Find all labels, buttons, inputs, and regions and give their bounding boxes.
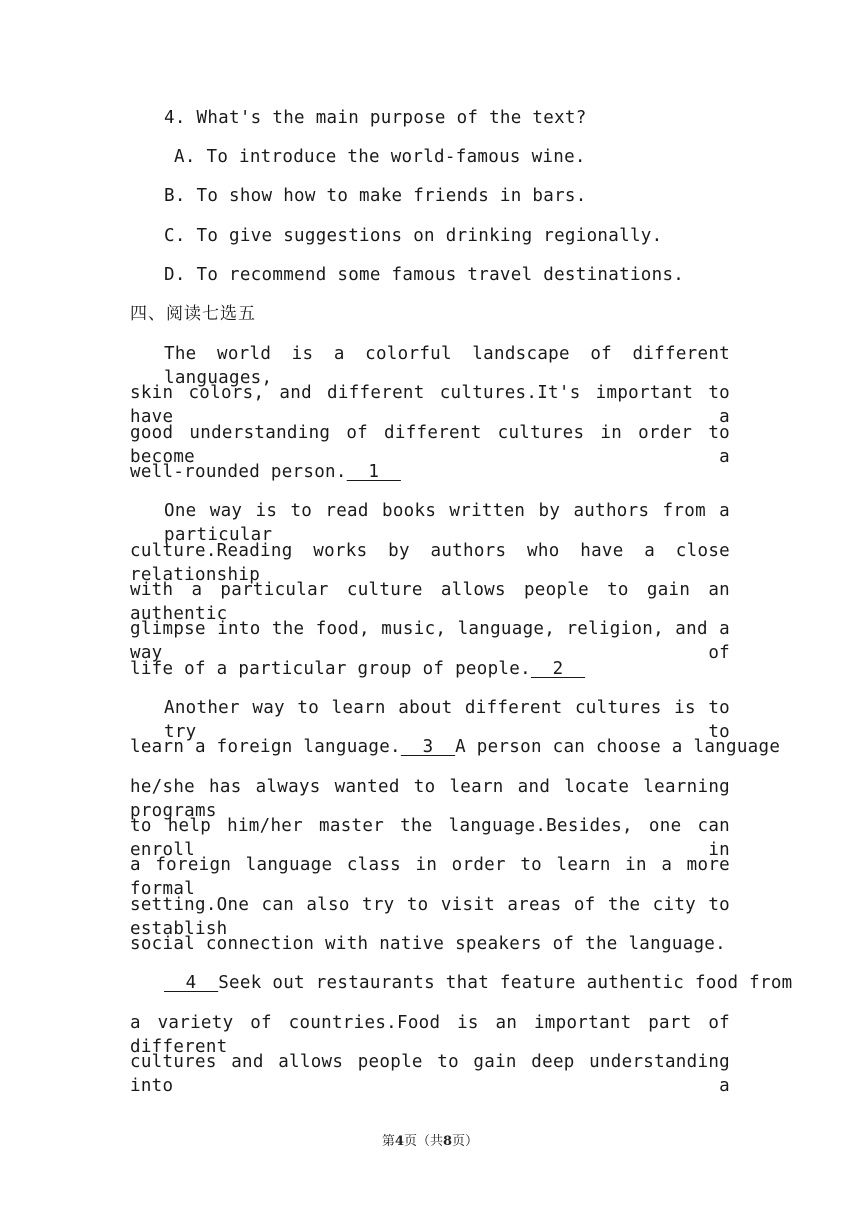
passage-text: life of a particular group of people. (130, 659, 531, 679)
passage-line: One way is to read books written by authors from a particular (164, 501, 730, 545)
passage-line: culture.Reading works by authors who have a close relationship (130, 541, 730, 585)
blank-4[interactable]: 4 (164, 973, 219, 993)
passage-line: skin colors, and different cultures.It's important to have a (130, 383, 730, 427)
passage-line: Another way to learn about different cultures is to try to (164, 698, 730, 742)
passage-line-with-blank (130, 460, 401, 484)
page-footer (0, 1130, 860, 1149)
option-b: B. To show how to make friends in bars. (164, 186, 587, 206)
passage-line: he/she has always wanted to learn and locate learning programs (130, 777, 730, 821)
passage-line: social connection with native speakers of the language. (130, 934, 726, 954)
option-d: D. To recommend some famous travel destinations. (164, 265, 685, 285)
passage-line-with-blank (130, 657, 585, 681)
passage-line: a foreign language class in order to learn in a more formal (130, 855, 730, 899)
passage-text: Seek out restaurants that feature authentic food from (218, 973, 793, 993)
blank-3[interactable]: 3 (400, 737, 456, 757)
passage-line: The world is a colorful landscape of different languages, (164, 344, 730, 388)
passage-line: good understanding of different cultures in order to become a (130, 423, 730, 467)
passage-text: well-rounded person. (130, 462, 347, 482)
footer-middle: 页（共 (403, 1134, 443, 1149)
passage-text: A person can choose a language (455, 737, 781, 757)
passage-line: glimpse into the food, music, language, religion, and a way of (130, 619, 730, 663)
passage-line-with-blank (164, 971, 793, 995)
passage-line-with-blank (130, 735, 781, 759)
blank-1[interactable]: 1 (346, 462, 401, 482)
passage-text: learn a foreign language. (130, 737, 401, 757)
blank-2[interactable]: 2 (530, 659, 586, 679)
section-heading: 四、阅读七选五 (130, 304, 256, 324)
passage-line: setting.One can also try to visit areas of the city to establish (130, 895, 730, 939)
option-c: C. To give suggestions on drinking regionally. (164, 226, 663, 246)
footer-total-pages: 8 (443, 1134, 453, 1149)
footer-page-number: 4 (394, 1134, 404, 1149)
passage-text-group (130, 735, 455, 759)
footer-suffix: 页） (452, 1134, 479, 1149)
footer-prefix: 第 (381, 1134, 395, 1149)
passage-line: to help him/her master the language.Besides, one can enroll in (130, 816, 730, 860)
option-a: A. To introduce the world-famous wine. (174, 147, 586, 167)
passage-line: a variety of countries.Food is an important part of different (130, 1013, 730, 1057)
passage-line: cultures and allows people to gain deep understanding into a (130, 1052, 730, 1096)
passage-line: with a particular culture allows people to gain an authentic (130, 580, 730, 624)
question-stem: 4. What's the main purpose of the text? (164, 108, 587, 128)
